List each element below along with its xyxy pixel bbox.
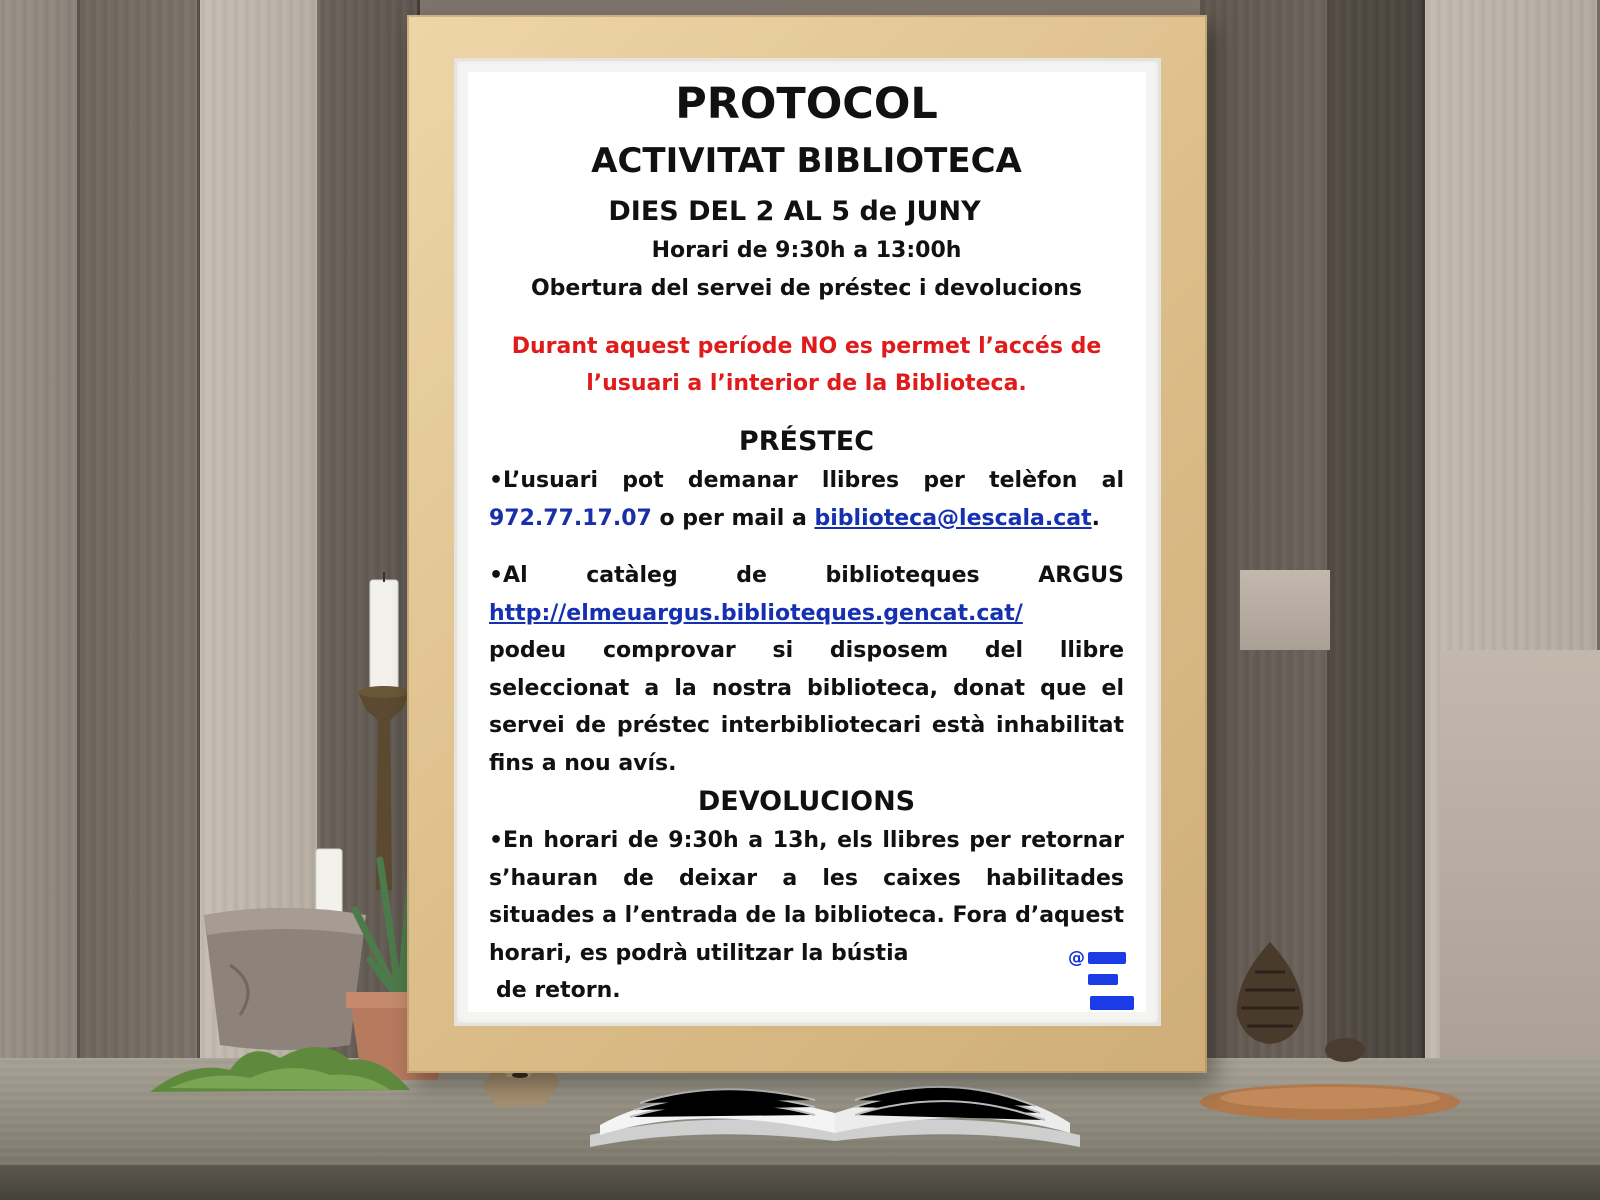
acorn-icon: [1320, 1035, 1370, 1065]
poster-dates: DIES DEL 2 AL 5 de JUNY: [608, 196, 981, 227]
logo-bar: [1088, 952, 1126, 964]
returns-text: •En horari de 9:30h a 13h, els llibres per retornar s’hauran de deixar a les caixes habilitades situades a l’entrada de la biblioteca. Fora d’aquest horari, es podrà utilitzar la bústia: [489, 828, 1124, 966]
loan-text: •L’usuari pot demanar llibres per telèfon al: [489, 468, 1124, 493]
access-warning: [489, 328, 1124, 402]
email-link[interactable]: biblioteca@lescala.cat: [814, 505, 1092, 531]
wall-plank: [80, 0, 200, 1200]
warning-line-2: l’usuari a l’interior de la Biblioteca.: [586, 371, 1027, 396]
table-edge: [0, 1165, 1600, 1200]
wall-plank-inset: [1440, 650, 1600, 1070]
service-description: Obertura del servei de préstec i devolucions: [530, 276, 1082, 301]
logo-bar: [1090, 996, 1134, 1010]
logo-bar: [1088, 974, 1118, 985]
loan-paragraph-phone: [489, 462, 1124, 537]
catalog-url-line: [489, 595, 1124, 633]
catalog-intro: •Al catàleg de biblioteques ARGUS: [489, 563, 1124, 588]
returns-paragraph: [489, 822, 1124, 972]
argus-catalog-link[interactable]: http://elmeuargus.biblioteques.gencat.cat/: [489, 600, 1023, 626]
warning-line-1: Durant aquest període NO es permet l’accés de: [511, 334, 1102, 359]
loan-heading: PRÉSTEC: [738, 426, 875, 457]
pine-cone-icon: [1225, 940, 1315, 1045]
moss-icon: [150, 1030, 410, 1100]
opening-hours: Horari de 9:30h a 13:00h: [651, 238, 962, 263]
returns-paragraph-end: de retorn.: [496, 978, 621, 1003]
wall-plank-inset: [1240, 570, 1330, 650]
wall-plank: [1330, 0, 1425, 1200]
loan-text-mid: o per mail a: [651, 505, 815, 531]
returns-heading: DEVOLUCIONS: [697, 786, 916, 817]
at-sign-icon: @: [1068, 948, 1085, 968]
poster-title: PROTOCOL: [675, 79, 938, 129]
protocol-poster: [489, 74, 1124, 1010]
phone-number[interactable]: 972.77.17.07: [489, 505, 652, 531]
wooden-plate-icon: [1195, 1080, 1465, 1130]
library-logo: [1068, 948, 1138, 1014]
loan-text-end: .: [1091, 505, 1100, 531]
catalog-paragraph: podeu comprovar si disposem del llibre seleccionat a la nostra biblioteca, donat que el servei de préstec interbibliotecari està inhabilitat fins a nou avís.: [489, 638, 1124, 776]
wall-plank: [0, 0, 80, 1200]
poster-subtitle: ACTIVITAT BIBLIOTECA: [591, 141, 1022, 181]
